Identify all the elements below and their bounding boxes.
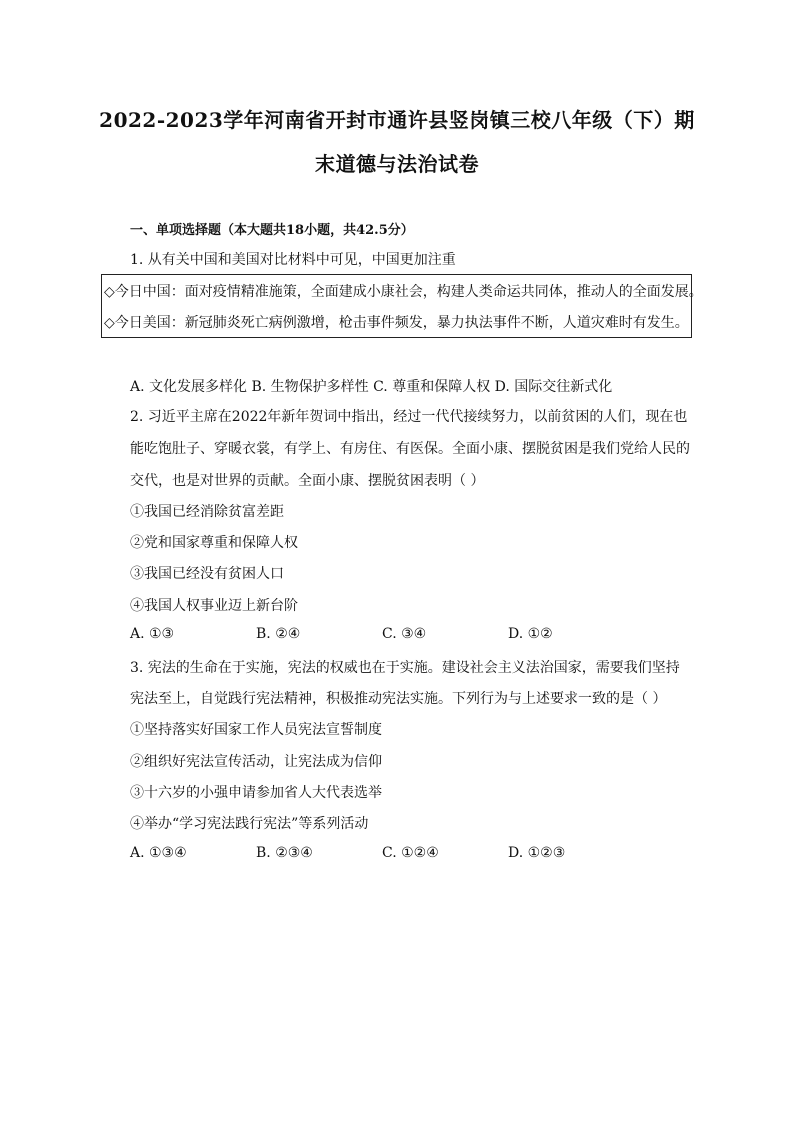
question-2-stem-line-2: 能吃饱肚子、穿暖衣裳，有学上、有房住、有医保。全面小康、摆脱贫困是我们党给人民的 bbox=[130, 441, 690, 457]
material-china: ◇今日中国：面对疫情精准施策，全面建成小康社会，构建人类命运共同体，推动人的全面发展。 bbox=[104, 284, 703, 300]
question-3-option-a: A. ①③④ bbox=[130, 845, 187, 861]
question-3-option-c: C. ①②④ bbox=[382, 845, 439, 861]
question-2-statement-2: ②党和国家尊重和保障人权 bbox=[130, 535, 298, 551]
exam-title-line-2: 末道德与法治试卷 bbox=[315, 152, 479, 176]
question-1-options: A. 文化发展多样化 B. 生物保护多样性 C. 尊重和保障人权 D. 国际交往新式化 bbox=[130, 379, 613, 395]
question-2-option-b: B. ②④ bbox=[256, 626, 301, 642]
question-2-stem-line-1: 2. 习近平主席在2022年新年贺词中指出，经过一代代接续努力，以前贫困的人们，现在也 bbox=[130, 409, 688, 425]
question-2-statement-1: ①我国已经消除贫富差距 bbox=[130, 504, 284, 520]
question-3-stem-line-1: 3. 宪法的生命在于实施，宪法的权威也在于实施。建设社会主义法治国家，需要我们坚持 bbox=[130, 660, 680, 676]
question-1-material-box bbox=[101, 274, 703, 338]
question-2-option-d: D. ①② bbox=[508, 626, 553, 642]
question-1-stem: 1. 从有关中国和美国对比材料中可见，中国更加注重 bbox=[130, 252, 456, 268]
material-usa: ◇今日美国：新冠肺炎死亡病例激增，枪击事件频发，暴力执法事件不断，人道灾难时有发生。 bbox=[104, 315, 689, 331]
section-heading: 一、单项选择题（本大题共18小题，共42.5分） bbox=[130, 223, 414, 238]
question-3-statement-4: ④举办“学习宪法践行宪法”等系列活动 bbox=[130, 816, 369, 832]
question-2-statement-3: ③我国已经没有贫困人口 bbox=[130, 566, 284, 582]
question-3-option-b: B. ②③④ bbox=[256, 845, 313, 861]
question-2-statement-4: ④我国人权事业迈上新台阶 bbox=[130, 598, 298, 614]
exam-title-line-1: 2022-2023学年河南省开封市通许县竖岗镇三校八年级（下）期 bbox=[99, 108, 695, 132]
question-3-option-d: D. ①②③ bbox=[508, 845, 566, 861]
question-2-option-c: C. ③④ bbox=[382, 626, 427, 642]
question-3-statement-2: ②组织好宪法宣传活动，让宪法成为信仰 bbox=[130, 754, 382, 770]
question-3-statement-3: ③十六岁的小强申请参加省人大代表选举 bbox=[130, 785, 382, 801]
question-2-stem-line-3: 交代，也是对世界的贡献。全面小康、摆脱贫困表明（ ） bbox=[130, 473, 485, 489]
question-2-option-a: A. ①③ bbox=[130, 626, 175, 642]
question-3-statement-1: ①坚持落实好国家工作人员宪法宣誓制度 bbox=[130, 722, 382, 738]
question-3-stem-line-2: 宪法至上，自觉践行宪法精神，积极推动宪法实施。下列行为与上述要求一致的是（ ） bbox=[130, 691, 667, 707]
